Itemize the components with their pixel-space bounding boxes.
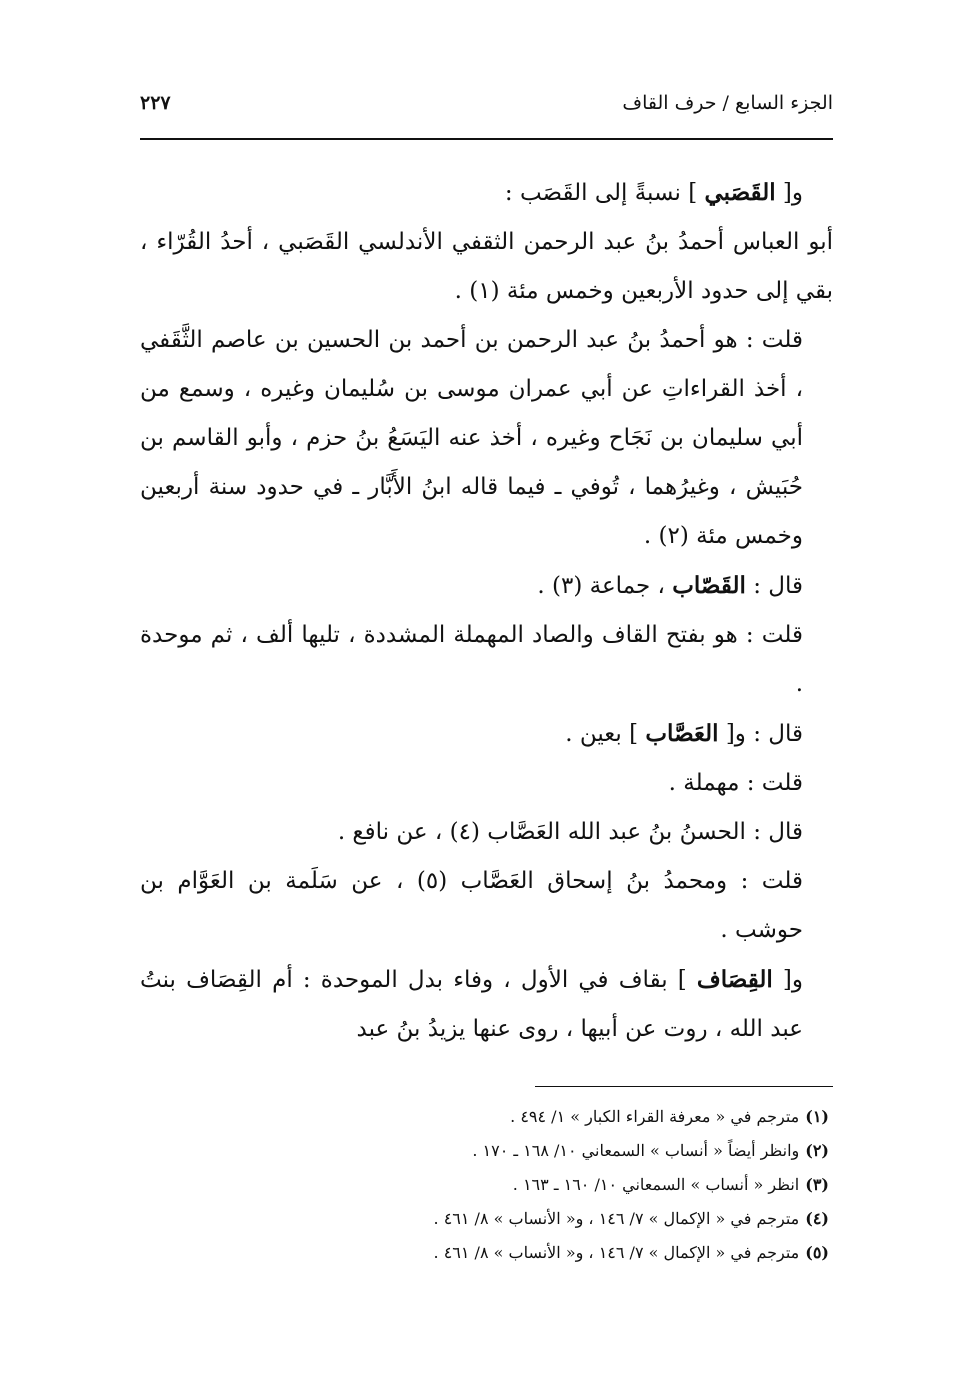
entry-prefix: قال : <box>745 573 803 599</box>
main-text <box>140 168 833 1054</box>
page-number: ٢٢٧ <box>140 92 171 114</box>
paragraph: قلت : مهملة . <box>668 770 803 796</box>
paragraph: قلت : هو بفتح القاف والصاد المهملة المشددة ، تليها ألف ، ثم موحدة . <box>140 622 803 697</box>
page-header <box>140 88 833 128</box>
entry-qassab <box>140 561 833 611</box>
entry-prefix: قال : و[ <box>718 721 803 747</box>
footnote <box>140 1202 833 1236</box>
entry-rest: ] نسبةً إلى القَصَب : <box>504 180 705 206</box>
footnote-text: مترجم في « الإكمال » ٧/ ١٤٦ ، و« الأنساب » ٨/ ٤٦١ . <box>433 1209 800 1228</box>
entry-rest: ] بعين . <box>565 721 646 747</box>
footnote-text: مترجم في « الإكمال » ٧/ ١٤٦ ، و« الأنساب » ٨/ ٤٦١ . <box>433 1243 800 1262</box>
running-title: الجزء السابع / حرف القاف <box>622 92 833 114</box>
footnotes <box>140 1100 833 1270</box>
footnote-rule <box>535 1086 833 1087</box>
entry-prefix: و[ <box>775 180 803 206</box>
header-rule <box>140 138 833 140</box>
footnote-text: مترجم في « معرفة القراء الكبار » ١/ ٤٩٤ . <box>510 1107 800 1126</box>
entry-headword: القَصَبي <box>704 179 776 206</box>
footnote-number: (١) <box>805 1107 829 1126</box>
footnote-number: (٥) <box>805 1243 829 1262</box>
entry-rest: ، جماعة (٣) . <box>537 573 673 599</box>
paragraph: قال : الحسنُ بنُ عبد الله العَصَّاب (٤) ، عن نافع . <box>337 819 803 845</box>
footnote <box>140 1100 833 1134</box>
entry-rest: ] بقاف في الأول ، وفاء بدل الموحدة : أم القِصَاف بنتُ عبد الله ، روت عن أبيها ، روى عنها يزيدُ بنُ عبد <box>140 967 803 1042</box>
entry-headword: القِصَاف <box>696 966 773 993</box>
paragraph: قلت : هو أحمدُ بنُ عبد الرحمن بن أحمد بن الحسين بن عاصم الثَّقَفي ، أخذ القراءاتِ عن أبي عمران موسى بن سُليمان وغيره ، وسمع من أبي سليمان بن نَجَاح وغيره ، أخذ عنه اليَسَعُ بنُ حزم ، وأبو القاسم بن حُبَيش ، وغيرُهما ، تُوفي ـ فيما قاله ابنُ الأَبَّار ـ في حدود سنة أربعين وخمس مئة (٢) . <box>140 327 803 549</box>
entry-headword: العَصَّاب <box>645 720 719 747</box>
footnote <box>140 1168 833 1202</box>
footnote <box>140 1134 833 1168</box>
entry-prefix: و[ <box>772 967 803 993</box>
entry-headword: القَصّاب <box>672 572 746 599</box>
entry-qisaf <box>140 955 833 1054</box>
footnote <box>140 1236 833 1270</box>
paragraph: أبو العباس أحمدُ بنُ عبد الرحمن الثقفي الأندلسي القَصَبي ، أحدُ القُرّاء ، بقي إلى حدود الأربعين وخمس مئة (١) . <box>140 229 833 304</box>
footnote-number: (٣) <box>805 1175 829 1194</box>
footnote-text: وانظر أيضاً « أنساب » السمعاني ١٠/ ١٦٨ ـ ١٧٠ . <box>472 1141 800 1160</box>
paragraph: قلت : ومحمدُ بنُ إسحاق العَصَّاب (٥) ، عن سَلَمة بن العَوَّام بن حوشب . <box>140 868 803 943</box>
footnote-number: (٤) <box>805 1209 829 1228</box>
footnote-number: (٢) <box>805 1141 829 1160</box>
entry-qasabi <box>140 168 833 218</box>
footnote-text: انظر « أنساب » السمعاني ١٠/ ١٦٠ ـ ١٦٣ . <box>512 1175 800 1194</box>
entry-assab <box>140 709 833 759</box>
